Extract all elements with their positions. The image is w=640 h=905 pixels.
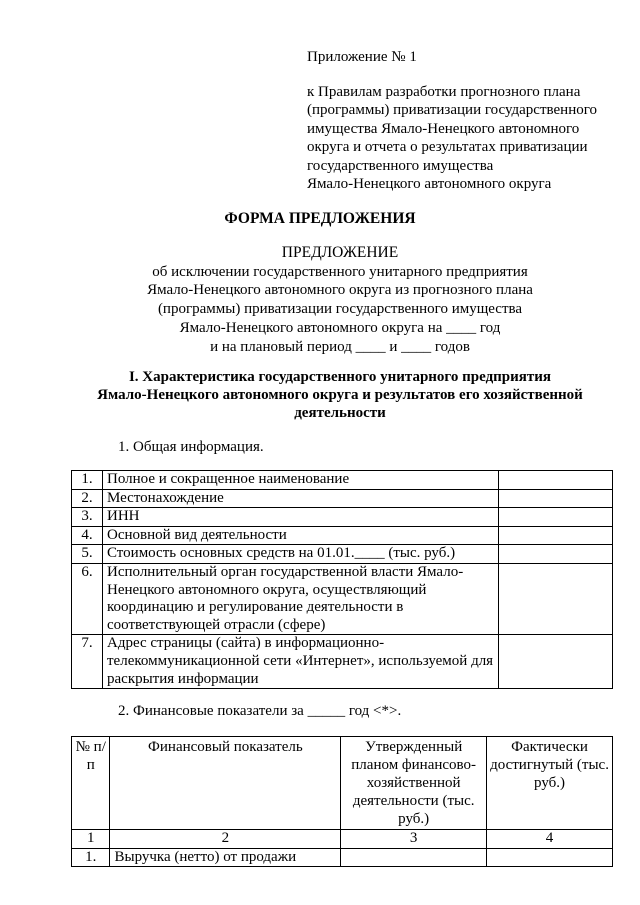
appendix-line: Ямало-Ненецкого автономного округа (307, 176, 552, 192)
appendix-line: имущества Ямало-Ненецкого автономного (307, 120, 580, 137)
row-label: Полное и сокращенное наименование (103, 471, 499, 490)
appendix-line: (программы) приватизации государственного (307, 102, 598, 118)
row-label: Адрес страницы (сайта) в информационно-телекоммуникационной сети «Интернет», используемой для раскрытия информации (103, 635, 499, 689)
financial-title: 2. Финансовые показатели за _____ год <*>. (118, 703, 402, 719)
row-indicator: Выручка (нетто) от продажи (110, 848, 341, 867)
section-line: Ямало-Ненецкого автономного округа и результатов его хозяйственной (97, 387, 583, 403)
table-row (72, 563, 613, 634)
appendix-line: государственного имущества (307, 157, 494, 174)
index-cell: 4 (487, 830, 613, 849)
section-line: деятельности (294, 405, 386, 421)
row-value-cell[interactable] (499, 489, 613, 508)
table-header-row (72, 737, 613, 830)
row-value-cell[interactable] (499, 508, 613, 527)
appendix-number: Приложение № 1 (307, 49, 417, 65)
proposal-block (60, 244, 620, 356)
row-number: 1. (72, 848, 110, 867)
row-number: 6. (72, 563, 103, 634)
row-value-cell[interactable] (499, 545, 613, 564)
table-row (72, 489, 613, 508)
row-number: 4. (72, 526, 103, 545)
proposal-line: (программы) приватизации государственного имущества (157, 301, 523, 318)
row-label: ИНН (103, 508, 499, 527)
row-label: Исполнительный орган государственной власти Ямало-Ненецкого автономного округа, осуществляющий координацию и регулирование деятельности в соответствующей отрасли (сфере) (103, 563, 499, 634)
header-indicator: Финансовый показатель (110, 737, 341, 830)
appendix-block (307, 48, 607, 194)
proposal-heading: ПРЕДЛОЖЕНИЕ (281, 244, 399, 261)
row-number: 3. (72, 508, 103, 527)
table-index-row (72, 830, 613, 849)
row-value-cell[interactable] (499, 526, 613, 545)
proposal-line: Ямало-Ненецкого автономного округа из прогнозного плана (147, 282, 533, 299)
section-line: I. Характеристика государственного унитарного предприятия (128, 369, 552, 385)
appendix-line: к Правилам разработки прогнозного плана (307, 83, 581, 100)
table-row (72, 471, 613, 490)
proposal-line: и на плановый период ____ и ____ годов (210, 338, 470, 355)
row-label: Стоимость основных средств на 01.01.____ (тыс. руб.) (103, 545, 499, 564)
form-title: ФОРМА ПРЕДЛОЖЕНИЯ (224, 210, 416, 227)
index-cell: 2 (110, 830, 341, 849)
general-info-title: 1. Общая информация. (118, 439, 264, 455)
row-value-cell[interactable] (499, 471, 613, 490)
row-number: 5. (72, 545, 103, 564)
appendix-line: округа и отчета о результатах приватизации (307, 139, 588, 155)
proposal-line: об исключении государственного унитарного предприятия (152, 263, 528, 280)
general-info-table (71, 470, 613, 689)
table-row (72, 635, 613, 689)
header-number: № п/п (72, 737, 110, 830)
table-row (72, 526, 613, 545)
financial-table (71, 736, 613, 867)
table-row (72, 508, 613, 527)
header-planned: Утвержденный планом финансово-хозяйственной деятельности (тыс. руб.) (341, 737, 487, 830)
row-value-cell[interactable] (499, 563, 613, 634)
row-number: 2. (72, 489, 103, 508)
index-cell: 3 (341, 830, 487, 849)
row-actual-cell[interactable] (487, 848, 613, 867)
section-heading (60, 368, 620, 422)
header-actual: Фактически достигнутый (тыс. руб.) (487, 737, 613, 830)
row-label: Местонахождение (103, 489, 499, 508)
row-value-cell[interactable] (499, 635, 613, 689)
row-number: 1. (72, 471, 103, 490)
proposal-line: Ямало-Ненецкого автономного округа на ____ год (179, 319, 501, 336)
row-number: 7. (72, 635, 103, 689)
table-row (72, 545, 613, 564)
index-cell: 1 (72, 830, 110, 849)
row-planned-cell[interactable] (341, 848, 487, 867)
row-label: Основной вид деятельности (103, 526, 499, 545)
table-row (72, 848, 613, 867)
